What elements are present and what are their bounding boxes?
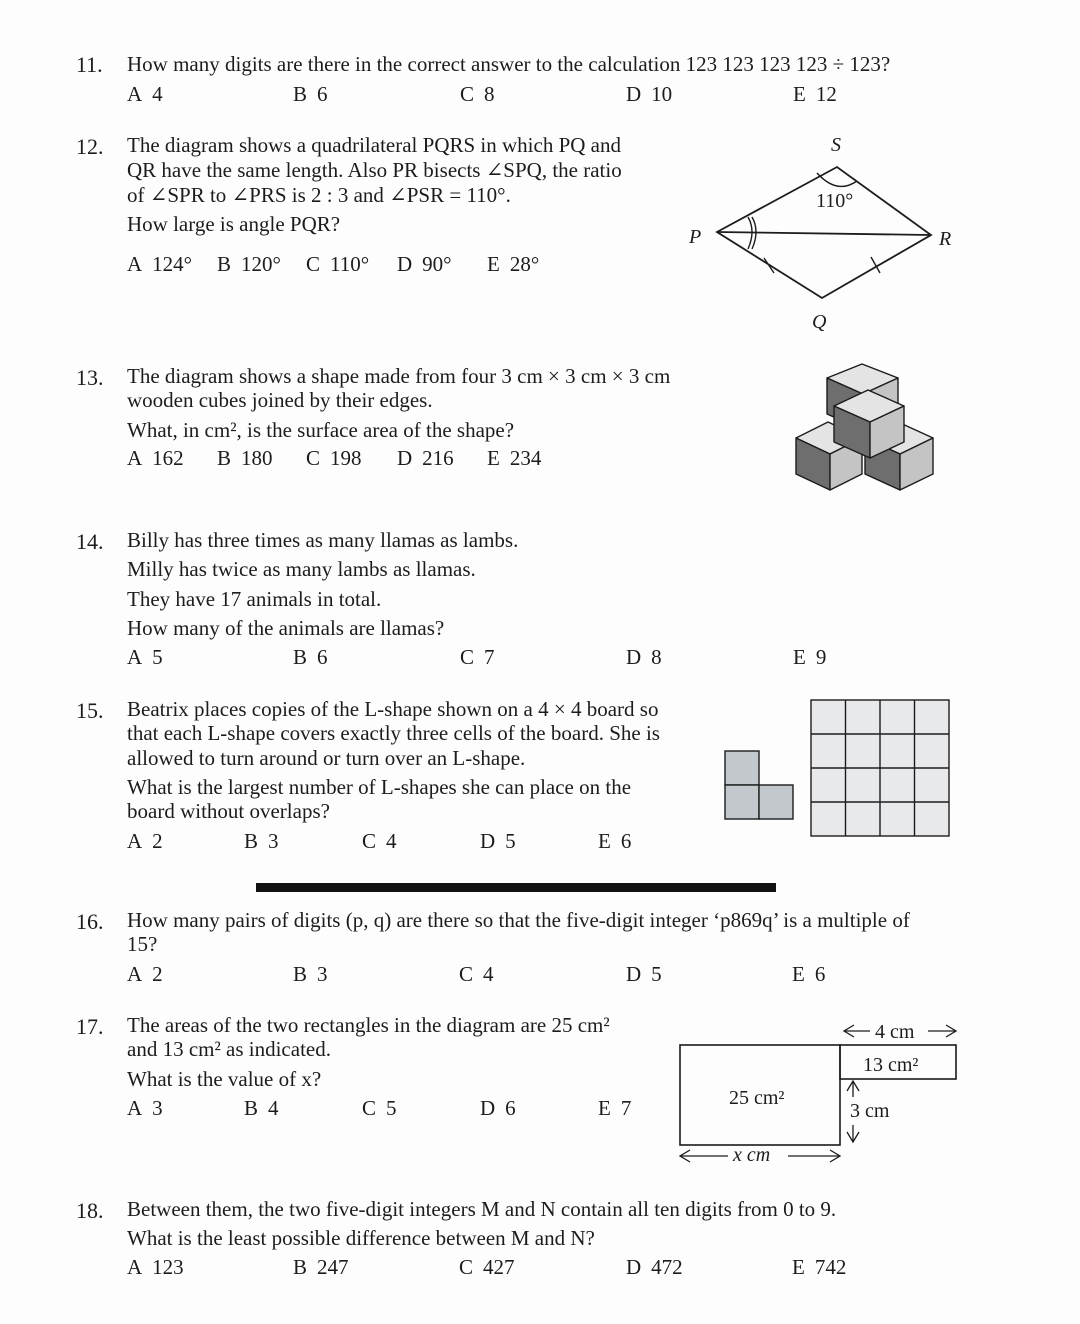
option-c: C 8 xyxy=(460,82,495,106)
label-s: S xyxy=(831,134,841,156)
option-d: D 90° xyxy=(397,252,452,276)
option-d: D 6 xyxy=(480,1096,516,1120)
option-e: E 234 xyxy=(487,446,542,470)
option-e: E 6 xyxy=(598,829,632,853)
option-b: B 3 xyxy=(244,829,279,853)
label-q: Q xyxy=(812,311,827,333)
option-a: A 2 xyxy=(127,829,163,853)
question-number: 17. xyxy=(76,1014,104,1039)
option-c: C 427 xyxy=(459,1255,515,1279)
question-text-line: They have 17 animals in total. xyxy=(127,587,382,611)
angle-label-s: 110° xyxy=(816,190,854,212)
question-text-line: of ∠SPR to ∠PRS is 2 : 3 and ∠PSR = 110°. xyxy=(127,183,511,207)
question-text-line: Milly has twice as many lambs as llamas. xyxy=(127,557,476,581)
question-text-line: that each L-shape covers exactly three cells of the board. She is xyxy=(127,721,660,745)
option-e: E 28° xyxy=(487,252,540,276)
question-text-line: How many pairs of digits (p, q) are there so that the five-digit integer ‘p869q’ is a multiple of xyxy=(127,908,910,932)
option-c: C 198 xyxy=(306,446,362,470)
option-a: A 4 xyxy=(127,82,163,106)
x-label: x cm xyxy=(733,1144,771,1166)
label-r: R xyxy=(939,228,952,250)
question-number: 16. xyxy=(76,909,104,934)
option-e: E 6 xyxy=(792,962,826,986)
tick-mark-pq xyxy=(764,258,774,273)
option-b: B 3 xyxy=(293,962,328,986)
board-4x4 xyxy=(808,697,953,840)
question-text-line: allowed to turn around or turn over an L-shape. xyxy=(127,746,526,770)
width-label: 4 cm xyxy=(875,1021,915,1043)
label-p: P xyxy=(689,226,702,248)
option-c: C 4 xyxy=(459,962,494,986)
section-divider xyxy=(256,883,776,892)
question-text-line: and 13 cm² as indicated. xyxy=(127,1037,331,1061)
option-b: B 120° xyxy=(217,252,281,276)
question-text-line: QR have the same length. Also PR bisects ∠SPQ, the ratio xyxy=(127,158,622,182)
option-a: A 124° xyxy=(127,252,193,276)
question-number: 15. xyxy=(76,698,104,723)
small-area-label: 13 cm² xyxy=(863,1054,919,1076)
option-d: D 5 xyxy=(626,962,662,986)
height-label: 3 cm xyxy=(850,1100,890,1122)
question-text-line: What is the value of x? xyxy=(127,1067,322,1091)
option-d: D 216 xyxy=(397,446,454,470)
question-text: How many digits are there in the correct answer to the calculation 123 123 123 123 ÷ 123? xyxy=(127,52,891,76)
option-a: A 2 xyxy=(127,962,163,986)
option-e: E 742 xyxy=(792,1255,847,1279)
option-d: D 10 xyxy=(626,82,673,106)
option-c: C 7 xyxy=(460,645,495,669)
option-a: A 5 xyxy=(127,645,163,669)
question-text-line: Between them, the two five-digit integers M and N contain all ten digits from 0 to 9. xyxy=(127,1197,837,1221)
question-number: 13. xyxy=(76,365,104,390)
question-text-line: How many of the animals are llamas? xyxy=(127,616,445,640)
question-text-line: Billy has three times as many llamas as lambs. xyxy=(127,528,519,552)
question-number: 12. xyxy=(76,134,104,159)
option-c: C 110° xyxy=(306,252,370,276)
option-d: D 5 xyxy=(480,829,516,853)
question-number: 18. xyxy=(76,1198,104,1223)
option-b: B 180 xyxy=(217,446,273,470)
big-area-label: 25 cm² xyxy=(729,1087,785,1109)
question-number: 11. xyxy=(76,52,103,77)
rectangles-diagram xyxy=(670,1015,970,1170)
question-text-line: wooden cubes joined by their edges. xyxy=(127,388,433,412)
option-a: A 3 xyxy=(127,1096,163,1120)
question-text-line: board without overlaps? xyxy=(127,799,330,823)
question-text-line: Beatrix places copies of the L-shape shown on a 4 × 4 board so xyxy=(127,697,659,721)
question-text-line: How large is angle PQR? xyxy=(127,212,341,236)
option-d: D 8 xyxy=(626,645,662,669)
question-text-line: What, in cm², is the surface area of the shape? xyxy=(127,418,515,442)
question-text-line: The diagram shows a quadrilateral PQRS in which PQ and xyxy=(127,133,621,157)
option-e: E 7 xyxy=(598,1096,632,1120)
option-b: B 6 xyxy=(293,82,328,106)
option-b: B 4 xyxy=(244,1096,279,1120)
option-b: B 6 xyxy=(293,645,328,669)
quadrilateral-diagram xyxy=(670,125,970,340)
option-a: A 123 xyxy=(127,1255,184,1279)
question-text-line: What is the largest number of L-shapes she can place on the xyxy=(127,775,632,799)
option-c: C 4 xyxy=(362,829,397,853)
option-a: A 162 xyxy=(127,446,184,470)
option-c: C 5 xyxy=(362,1096,397,1120)
question-text-line: The diagram shows a shape made from four 3 cm × 3 cm × 3 cm xyxy=(127,364,671,388)
question-number: 14. xyxy=(76,529,104,554)
cubes-diagram xyxy=(790,360,940,495)
option-e: E 9 xyxy=(793,645,827,669)
option-b: B 247 xyxy=(293,1255,349,1279)
diagonal-pr xyxy=(717,232,931,235)
option-e: E 12 xyxy=(793,82,837,106)
question-text-line: 15? xyxy=(127,932,158,956)
option-d: D 472 xyxy=(626,1255,683,1279)
question-text-line: What is the least possible difference between M and N? xyxy=(127,1226,595,1250)
l-shape-diagram xyxy=(720,745,800,825)
question-text-line: The areas of the two rectangles in the diagram are 25 cm² xyxy=(127,1013,610,1037)
